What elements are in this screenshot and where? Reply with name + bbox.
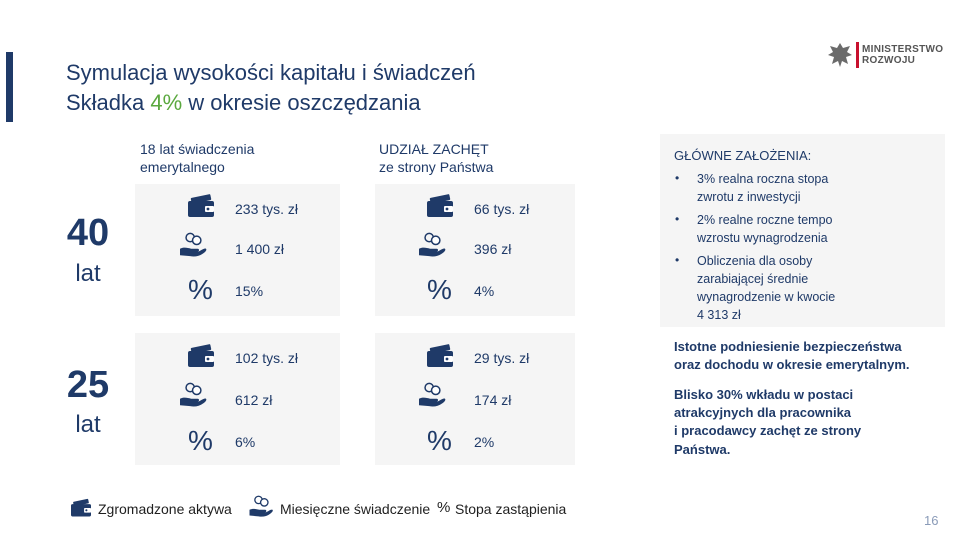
col2-header-line1: UDZIAŁ ZACHĘT xyxy=(379,141,489,157)
wallet-icon xyxy=(425,343,455,369)
assumption-3-line1: Obliczenia dla osoby xyxy=(697,254,813,268)
note1-line1: Istotne podniesienie bezpieczeństwa xyxy=(674,339,902,354)
row25-col1-rate: 6% xyxy=(235,434,256,450)
subtitle-highlight: 4% xyxy=(150,90,183,115)
hand-coins-icon xyxy=(417,232,447,258)
note-security xyxy=(674,338,910,374)
col1-header-line1: 18 lat świadczenia xyxy=(140,141,255,157)
note1-line2: oraz dochodu w okresie emerytalnym. xyxy=(674,357,910,373)
subtitle-prefix: Składka xyxy=(66,90,151,115)
note2-line4: Państwa. xyxy=(674,441,731,457)
bullet-icon: • xyxy=(675,171,680,185)
legend-wallet-icon xyxy=(70,498,92,518)
assumption-item-2 xyxy=(697,211,833,247)
logo-divider xyxy=(856,42,859,68)
legend-benefit: Miesięczne świadczenie xyxy=(280,501,431,517)
row25-col1-benefit: 612 zł xyxy=(235,392,273,408)
years-25-unit: lat xyxy=(75,411,101,438)
assumption-2-line2: wzrostu wynagrodzenia xyxy=(697,231,828,246)
percent-icon: % xyxy=(427,274,452,305)
row40-col1-benefit: 1 400 zł xyxy=(235,241,285,257)
eagle-emblem-icon xyxy=(826,40,854,70)
wallet-icon xyxy=(186,343,216,369)
assumption-item-3 xyxy=(697,252,835,325)
page-number: 16 xyxy=(924,513,939,528)
percent-icon: % xyxy=(188,425,213,456)
percent-icon: % xyxy=(188,274,213,305)
years-40-unit: lat xyxy=(75,260,101,287)
row25-col2-benefit: 174 zł xyxy=(474,392,512,408)
logo-line1: MINISTERSTWO xyxy=(862,44,944,55)
legend-percent-icon: % xyxy=(437,499,451,516)
years-40-number: 40 xyxy=(66,212,110,254)
row25-col2-rate: 2% xyxy=(474,434,495,450)
subtitle-suffix: w okresie oszczędzania xyxy=(182,90,421,115)
hand-coins-icon xyxy=(178,382,208,408)
assumption-1-line1: 3% realna roczna stopa xyxy=(697,172,829,186)
note-incentives xyxy=(674,386,861,459)
row40-col1-rate: 15% xyxy=(235,283,264,299)
page-subtitle xyxy=(66,90,421,115)
row25-col1-assets: 102 tys. zł xyxy=(235,350,299,366)
percent-icon: % xyxy=(427,425,452,456)
years-25-number: 25 xyxy=(66,364,110,406)
hand-coins-icon xyxy=(417,382,447,408)
assumption-1-line2: zwrotu z inwestycji xyxy=(697,190,801,205)
row40-col2-rate: 4% xyxy=(474,283,495,299)
page-title: Symulacja wysokości kapitału i świadczeń xyxy=(66,60,476,85)
legend-rate: Stopa zastąpienia xyxy=(455,501,567,517)
ministry-logo xyxy=(826,40,854,75)
row40-col1-assets: 233 tys. zł xyxy=(235,201,299,217)
note2-line1: Blisko 30% wkładu w postaci xyxy=(674,387,854,402)
row25-col2-assets: 29 tys. zł xyxy=(474,350,530,366)
col1-header-line2: emerytalnego xyxy=(140,158,225,175)
col1-header xyxy=(140,141,254,176)
bullet-icon: • xyxy=(675,253,680,267)
accent-bar xyxy=(6,52,13,122)
bullet-icon: • xyxy=(675,212,680,226)
row40-col2-benefit: 396 zł xyxy=(474,241,512,257)
legend-assets: Zgromadzone aktywa xyxy=(98,501,232,517)
note2-line2: atrakcyjnych dla pracownika xyxy=(674,405,852,421)
logo-line2: ROZWOJU xyxy=(862,55,916,66)
assumption-3-line3: wynagrodzenie w kwocie xyxy=(697,290,836,305)
assumption-2-line1: 2% realne roczne tempo xyxy=(697,213,833,227)
col2-header-line2: ze strony Państwa xyxy=(379,158,494,175)
col2-header xyxy=(379,141,493,176)
wallet-icon xyxy=(425,193,455,219)
legend-hand-coins-icon xyxy=(248,495,274,518)
assumption-item-1 xyxy=(697,170,828,206)
assumptions-title: GŁÓWNE ZAŁOŻENIA: xyxy=(674,148,812,163)
wallet-icon xyxy=(186,193,216,219)
assumption-3-line2: zarabiającej średnie xyxy=(697,272,809,287)
hand-coins-icon xyxy=(178,232,208,258)
logo-text xyxy=(862,44,943,66)
row40-col2-assets: 66 tys. zł xyxy=(474,201,530,217)
note2-line3: i pracodawcy zachęt ze strony xyxy=(674,423,862,439)
assumption-3-line4: 4 313 zł xyxy=(697,308,741,323)
